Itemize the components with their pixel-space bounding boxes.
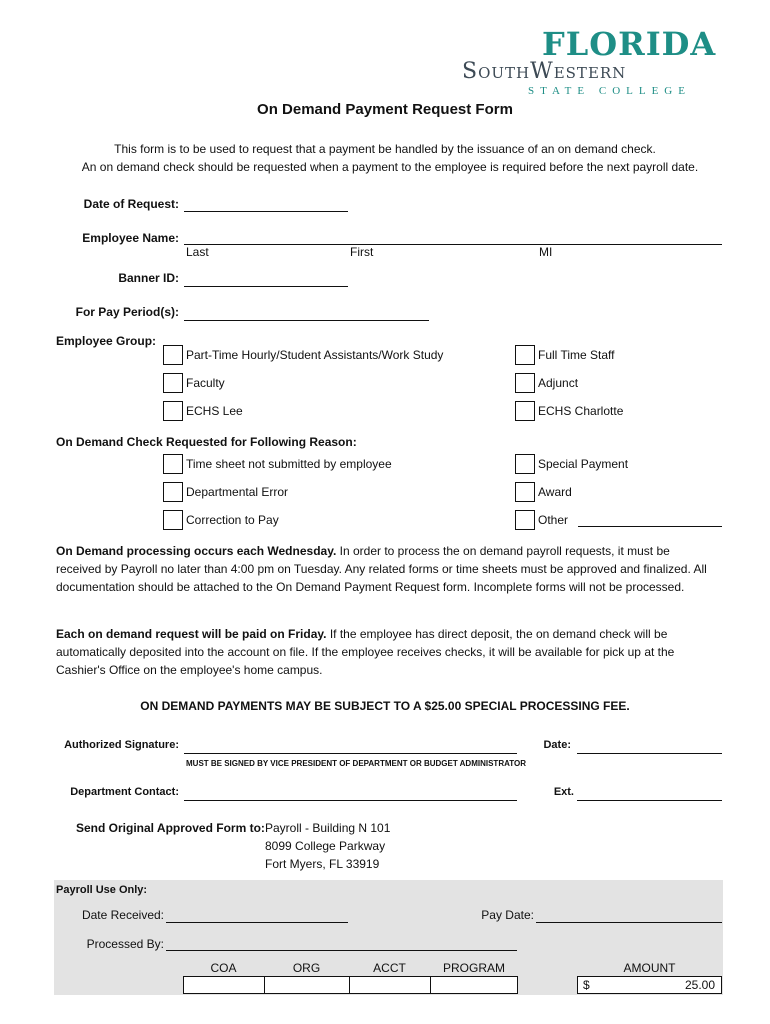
option-faculty: Faculty bbox=[186, 376, 225, 390]
column-acct: ACCT bbox=[373, 961, 406, 975]
signature-date-input[interactable] bbox=[577, 753, 722, 754]
option-correction-to-pay: Correction to Pay bbox=[186, 513, 279, 527]
department-contact-input[interactable] bbox=[184, 800, 517, 801]
column-org: ORG bbox=[292, 961, 321, 975]
signature-date-label: Date: bbox=[543, 739, 571, 751]
checkbox-part-time[interactable] bbox=[163, 345, 183, 365]
option-full-time: Full Time Staff bbox=[538, 348, 615, 362]
employee-group-heading: Employee Group: bbox=[56, 334, 157, 348]
processing-paragraph-body: In order to process the on demand payroll requests, it must be received by Payroll no later than 4:00 pm on Tuesday. Any related forms or time sheets must be approved and finalized. All documentation should be attached to the On Demand Payment Request form. Incomplete forms will not be processed. bbox=[56, 544, 707, 594]
checkbox-correction-to-pay[interactable] bbox=[163, 510, 183, 530]
amount-cell[interactable] bbox=[577, 976, 722, 994]
ext-label: Ext. bbox=[553, 786, 574, 798]
payment-paragraph-lead: Each on demand request will be paid on Friday. bbox=[56, 627, 327, 641]
pay-date-input[interactable] bbox=[536, 922, 722, 923]
coa-cell[interactable] bbox=[184, 977, 265, 993]
logo-state-college: STATE COLLEGE bbox=[528, 85, 691, 97]
ext-input[interactable] bbox=[577, 800, 722, 801]
send-to-line-1: Payroll - Building N 101 bbox=[265, 821, 391, 835]
column-amount: AMOUNT bbox=[623, 961, 676, 975]
fee-notice: ON DEMAND PAYMENTS MAY BE SUBJECT TO A $25.00 SPECIAL PROCESSING FEE. bbox=[140, 699, 630, 713]
pay-periods-label: For Pay Period(s): bbox=[75, 305, 179, 319]
college-logo bbox=[462, 25, 717, 98]
signature-label: Authorized Signature: bbox=[64, 739, 179, 751]
send-to-line-3: Fort Myers, FL 33919 bbox=[265, 857, 380, 871]
pay-periods-input[interactable] bbox=[184, 320, 429, 321]
processing-paragraph bbox=[56, 542, 716, 596]
checkbox-echs-lee[interactable] bbox=[163, 401, 183, 421]
send-to-line-2: 8099 College Parkway bbox=[265, 839, 386, 853]
option-time-sheet: Time sheet not submitted by employee bbox=[186, 457, 392, 471]
payment-paragraph-body: If the employee has direct deposit, the on demand check will be automatically deposited into the account on file. If the employee receives checks, it will be available for pick up at the Cashier's Office on the employee's home campus. bbox=[56, 627, 675, 677]
checkbox-special-payment[interactable] bbox=[515, 454, 535, 474]
intro-line-2: An on demand check should be requested when a payment to the employee is required before the next payroll date. bbox=[81, 160, 699, 174]
payroll-use-heading: Payroll Use Only: bbox=[56, 884, 148, 896]
option-award: Award bbox=[538, 485, 572, 499]
checkbox-departmental-error[interactable] bbox=[163, 482, 183, 502]
intro-line-1: This form is to be used to request that a payment be handled by the issuance of an on demand check. bbox=[114, 142, 656, 156]
acct-cell[interactable] bbox=[350, 977, 431, 993]
employee-name-label: Employee Name: bbox=[82, 231, 179, 245]
checkbox-adjunct[interactable] bbox=[515, 373, 535, 393]
checkbox-award[interactable] bbox=[515, 482, 535, 502]
checkbox-echs-charlotte[interactable] bbox=[515, 401, 535, 421]
employee-name-input[interactable] bbox=[184, 244, 722, 245]
payment-paragraph bbox=[56, 625, 676, 679]
checkbox-other[interactable] bbox=[515, 510, 535, 530]
column-coa: COA bbox=[210, 961, 237, 975]
option-other: Other bbox=[538, 513, 569, 527]
banner-id-label: Banner ID: bbox=[118, 271, 179, 285]
option-echs-charlotte: ECHS Charlotte bbox=[538, 404, 624, 418]
option-special-payment: Special Payment bbox=[538, 457, 629, 471]
processed-by-label: Processed By: bbox=[86, 937, 164, 951]
date-of-request-input[interactable] bbox=[184, 211, 348, 212]
name-last-label: Last bbox=[186, 245, 209, 259]
checkbox-full-time[interactable] bbox=[515, 345, 535, 365]
pay-date-label: Pay Date: bbox=[481, 908, 534, 922]
account-code-grid bbox=[183, 976, 518, 994]
department-contact-label: Department Contact: bbox=[70, 786, 179, 798]
checkbox-time-sheet[interactable] bbox=[163, 454, 183, 474]
currency-symbol: $ bbox=[583, 978, 590, 992]
banner-id-input[interactable] bbox=[184, 286, 348, 287]
column-program: PROGRAM bbox=[442, 961, 505, 975]
name-mi-label: MI bbox=[539, 245, 553, 259]
org-cell[interactable] bbox=[265, 977, 350, 993]
other-reason-input[interactable] bbox=[578, 526, 722, 527]
send-to-label: Send Original Approved Form to: bbox=[76, 821, 265, 835]
processing-paragraph-lead: On Demand processing occurs each Wednesday. bbox=[56, 544, 337, 558]
signature-input[interactable] bbox=[184, 753, 517, 754]
processed-by-input[interactable] bbox=[166, 950, 517, 951]
name-first-label: First bbox=[350, 245, 374, 259]
option-part-time: Part-Time Hourly/Student Assistants/Work Study bbox=[186, 348, 444, 362]
amount-value: 25.00 bbox=[684, 978, 715, 992]
option-echs-lee: ECHS Lee bbox=[186, 404, 243, 418]
date-of-request-label: Date of Request: bbox=[83, 197, 179, 211]
option-adjunct: Adjunct bbox=[538, 376, 579, 390]
logo-southwestern: SouthWestern bbox=[462, 59, 627, 84]
checkbox-faculty[interactable] bbox=[163, 373, 183, 393]
form-title: On Demand Payment Request Form bbox=[257, 101, 513, 118]
logo-florida: FLORIDA bbox=[542, 25, 717, 63]
option-departmental-error: Departmental Error bbox=[186, 485, 289, 499]
signature-note: MUST BE SIGNED BY VICE PRESIDENT OF DEPARTMENT OR BUDGET ADMINISTRATOR bbox=[186, 759, 527, 768]
date-received-label: Date Received: bbox=[81, 908, 164, 922]
date-received-input[interactable] bbox=[166, 922, 348, 923]
reason-heading: On Demand Check Requested for Following Reason: bbox=[56, 435, 357, 449]
